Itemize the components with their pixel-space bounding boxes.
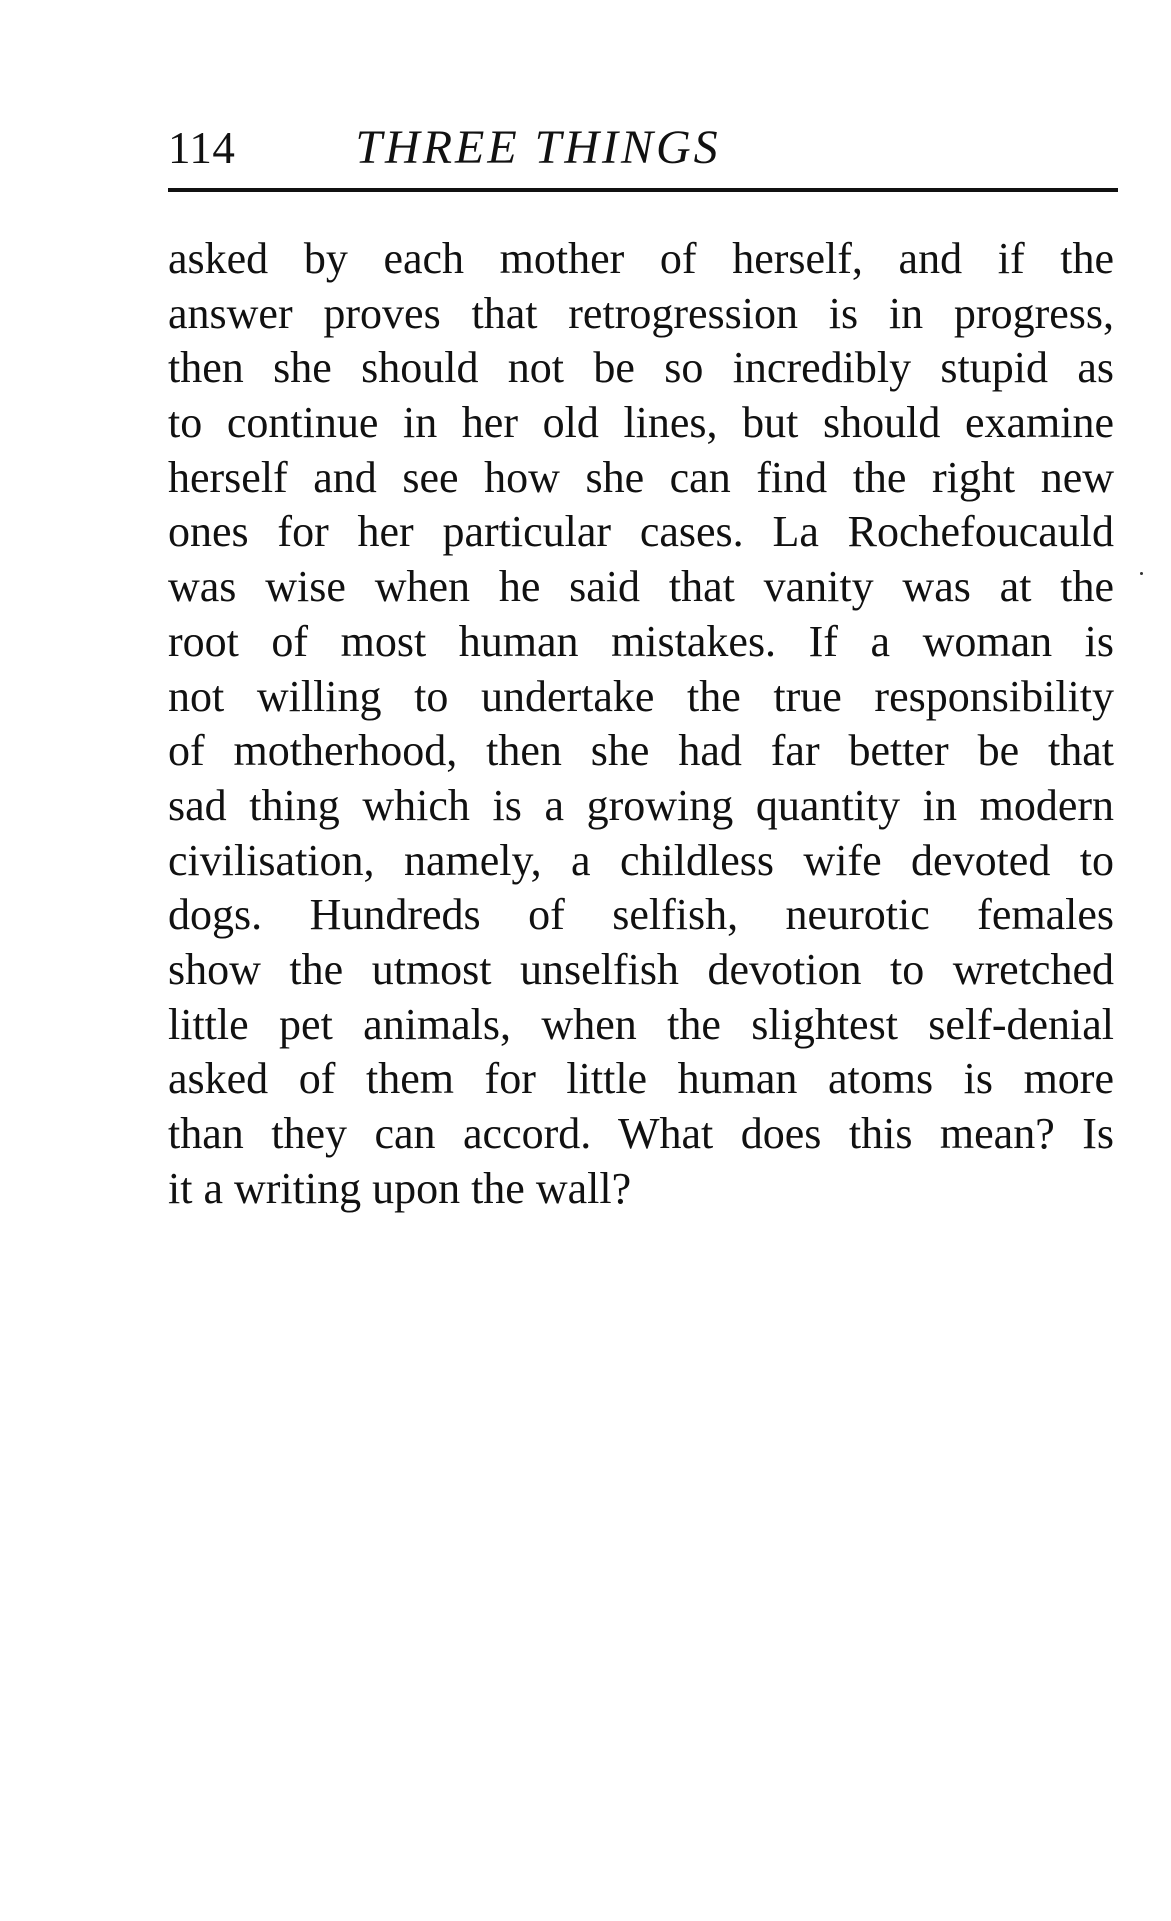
text-line: ones for her particular cases. La Rochefoucauld (168, 507, 1114, 557)
text-line: of motherhood, then she had far better be that (168, 726, 1114, 776)
text-line: sad thing which is a growing quantity in modern (168, 780, 1114, 830)
text-line: asked of them for little human atoms is more (168, 1054, 1114, 1104)
body-text (168, 232, 1114, 1216)
text-line: than they can accord. What does this mean? Is (168, 1109, 1114, 1158)
header-rule (168, 188, 1118, 192)
text-line: then she should not be so incredibly stupid as (168, 343, 1114, 393)
print-speck (1140, 572, 1143, 575)
text-line: herself and see how she can find the right new (168, 452, 1114, 502)
text-line: little pet animals, when the slightest self-denial (168, 999, 1114, 1049)
text-line: asked by each mother of herself, and if the (168, 234, 1114, 283)
text-line: dogs. Hundreds of selfish, neurotic females (168, 890, 1114, 940)
text-line: to continue in her old lines, but should examine (168, 398, 1114, 448)
text-line: answer proves that retrogression is in progress, (168, 288, 1114, 338)
page-number: 114 (168, 123, 236, 173)
text-line: it a writing upon the wall? (168, 1163, 632, 1213)
text-line: not willing to undertake the true responsibility (168, 671, 1114, 721)
text-line: civilisation, namely, a childless wife devoted to (168, 835, 1114, 885)
text-line: was wise when he said that vanity was at the (168, 562, 1114, 612)
page-header (168, 118, 1118, 188)
text-line: root of most human mistakes. If a woman is (168, 616, 1114, 666)
text-line: show the utmost unselfish devotion to wretched (168, 944, 1114, 994)
running-title: THREE THINGS (355, 121, 721, 174)
